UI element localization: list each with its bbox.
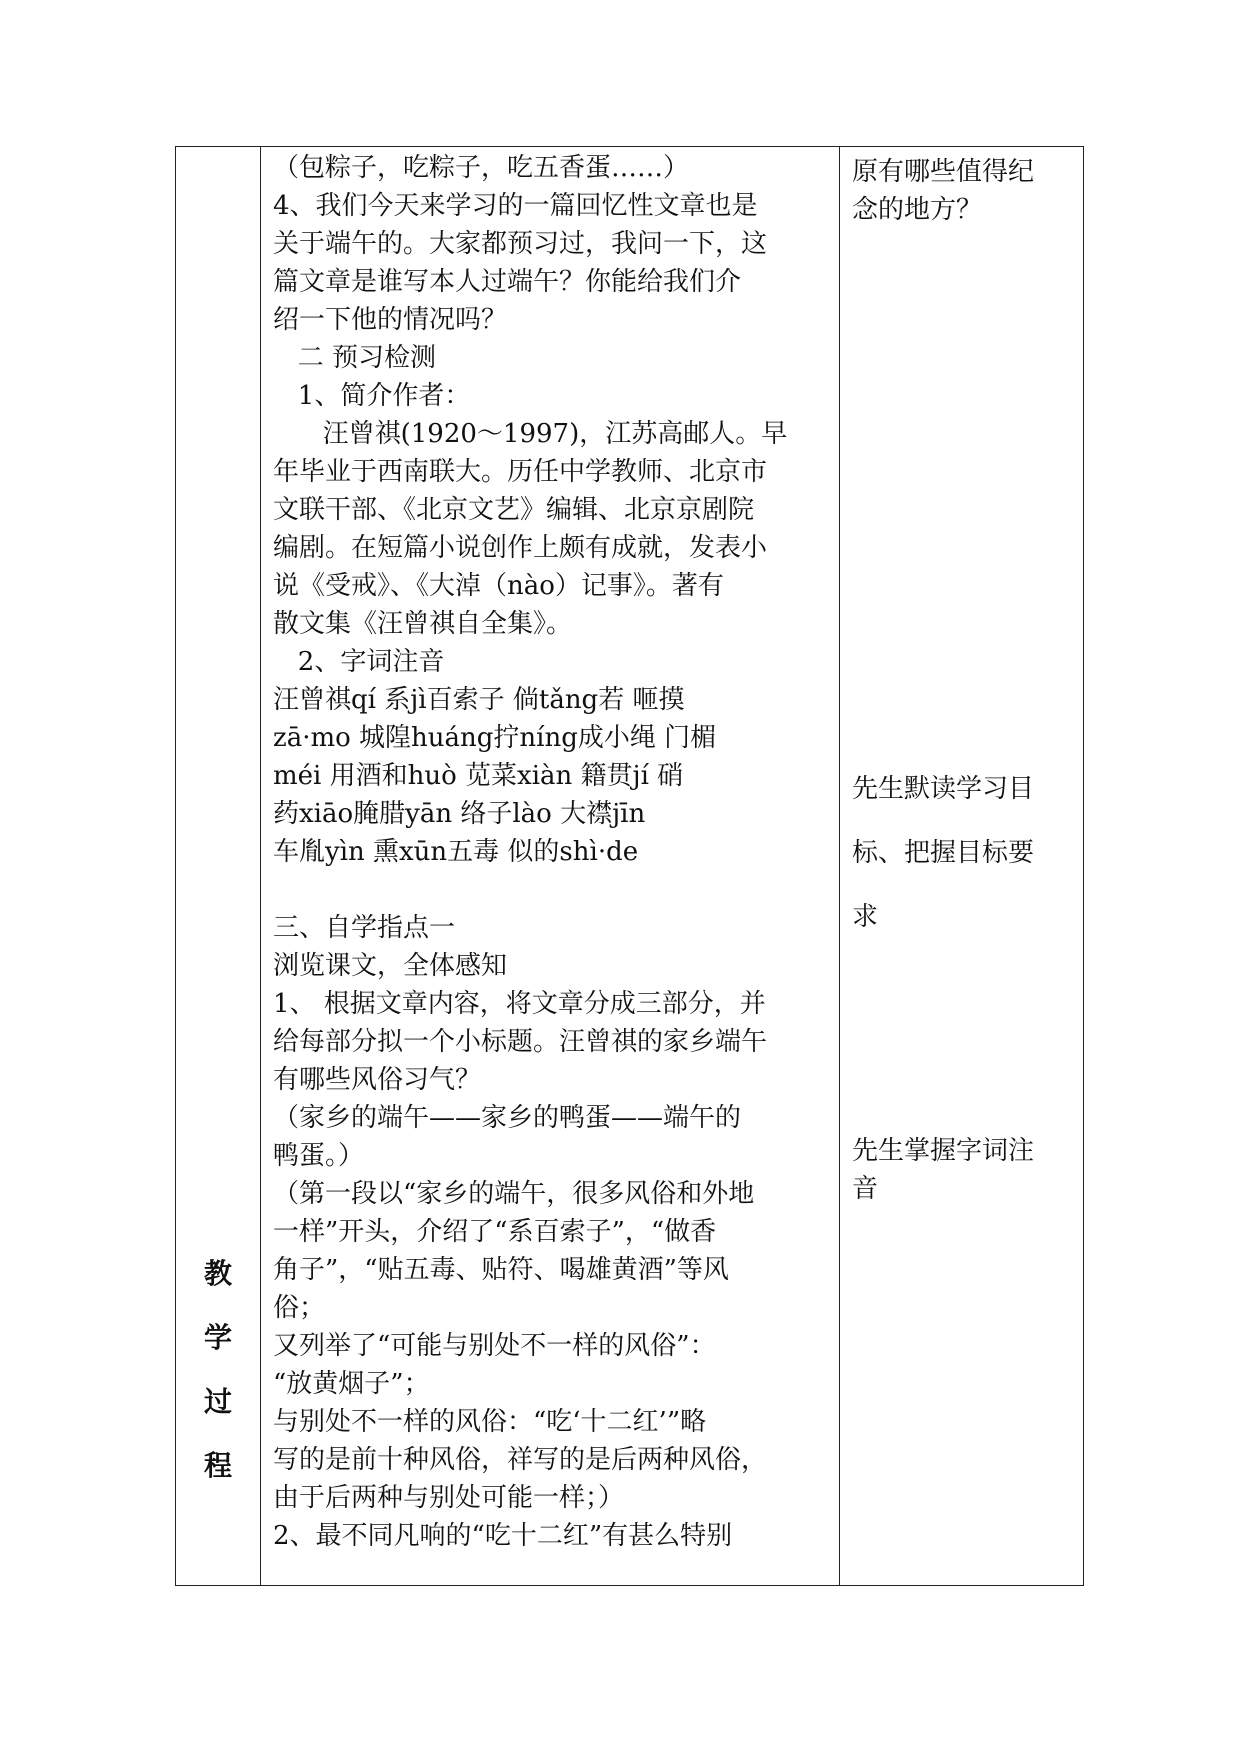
section-label-cell: [176, 147, 261, 1586]
content-line: 药xiāo腌腊yān 络子lào 大襟jīn: [273, 799, 646, 829]
content-line: 2、字词注音: [273, 647, 445, 677]
note-line: 音: [852, 1174, 879, 1204]
note-line: 先生默读学习目: [852, 774, 1035, 804]
content-line: 编剧。在短篇小说创作上颇有成就，发表小: [273, 533, 768, 563]
content-line: 2、最不同凡响的“吃十二红”有甚么特别: [273, 1521, 733, 1551]
content-line: zā·mo 城隍huáng拧níng成小绳 门楣: [273, 723, 717, 753]
content-line: 给每部分拟一个小标题。汪曾祺的家乡端午: [273, 1027, 768, 1057]
note-read-goals: [852, 757, 1073, 949]
section-label-char: 教: [203, 1257, 232, 1290]
section-label-char: 程: [203, 1449, 232, 1482]
lesson-plan-table: [175, 146, 1084, 1586]
content-line: 年毕业于西南联大。历任中学教师、北京市: [273, 457, 768, 487]
content-line: 1、 根据文章内容，将文章分成三部分，并: [273, 989, 766, 1019]
content-line: 汪曾祺qí 系jì百索子 倘tǎng若 咂摸: [273, 685, 685, 715]
content-line: 4、我们今天来学习的一篇回忆性文章也是: [273, 191, 758, 221]
table-row: [176, 147, 1084, 1586]
content-line: méi 用酒和huò 苋菜xiàn 籍贯jí 硝: [273, 761, 684, 791]
content-line: 由于后两种与别处可能一样；）: [273, 1483, 625, 1513]
content-line: 浏览课文，全体感知: [273, 951, 508, 981]
content-line: 有哪些风俗习气？: [273, 1065, 482, 1095]
content-line: 绍一下他的情况吗？: [273, 305, 508, 335]
section-label-char: 过: [203, 1385, 232, 1418]
blank-line: [273, 871, 833, 909]
content-line: 说《受戒》、《大淖（nào）记事》。著有: [273, 571, 724, 601]
content-line: 二 预习检测: [273, 343, 437, 373]
note-line: 念的地方？: [852, 195, 983, 225]
section-label-char: 学: [203, 1321, 232, 1354]
content-line: （第一段以“家乡的端午，很多风俗和外地: [273, 1179, 755, 1209]
note-line: 原有哪些值得纪: [852, 157, 1035, 187]
content-line: 篇文章是谁写本人过端午？你能给我们介: [273, 267, 742, 297]
note-line: 求: [852, 902, 879, 932]
note-pronunciation: [852, 1132, 1073, 1208]
teaching-content-cell: [261, 147, 840, 1586]
content-line: 又列举了“可能与别处不一样的风俗”：: [273, 1331, 716, 1361]
content-line: “放黄烟子”；: [273, 1369, 430, 1399]
content-line: 与别处不一样的风俗：“吃‘十二红’”略: [273, 1407, 707, 1437]
content-line: 角子”，“贴五毒、贴符、喝雄黄酒”等风: [273, 1255, 729, 1285]
content-line: 一样”开头，介绍了“系百索子”，“做香: [273, 1217, 717, 1247]
content-line: 三、自学指点一: [273, 913, 456, 943]
content-line: 汪曾祺(1920～1997)，江苏高邮人。早: [273, 419, 788, 449]
content-line: （包粽子，吃粽子，吃五香蛋……）: [273, 153, 690, 183]
note-line: 标、把握目标要: [852, 838, 1035, 868]
content-line: 车胤yìn 熏xūn五毒 似的shì·de: [273, 837, 639, 867]
note-line: 先生掌握字词注: [852, 1136, 1035, 1166]
content-line: 1、简介作者：: [273, 381, 471, 411]
content-line: 关于端午的。大家都预习过，我问一下，这: [273, 229, 768, 259]
content-line: 文联干部、《北京文艺》编辑、北京京剧院: [273, 495, 755, 525]
content-line: 俗；: [273, 1293, 326, 1323]
content-line: 鸭蛋。）: [273, 1141, 365, 1171]
section-label: [176, 1242, 260, 1498]
content-line: 写的是前十种风俗，祥写的是后两种风俗，: [273, 1445, 768, 1475]
content-line: 散文集《汪曾祺自全集》。: [273, 609, 573, 639]
teaching-content: [261, 147, 839, 1555]
content-line: （家乡的端午——家乡的鸭蛋——端午的: [273, 1103, 742, 1133]
note-question: [852, 153, 1073, 229]
student-activity-cell: [840, 147, 1084, 1586]
